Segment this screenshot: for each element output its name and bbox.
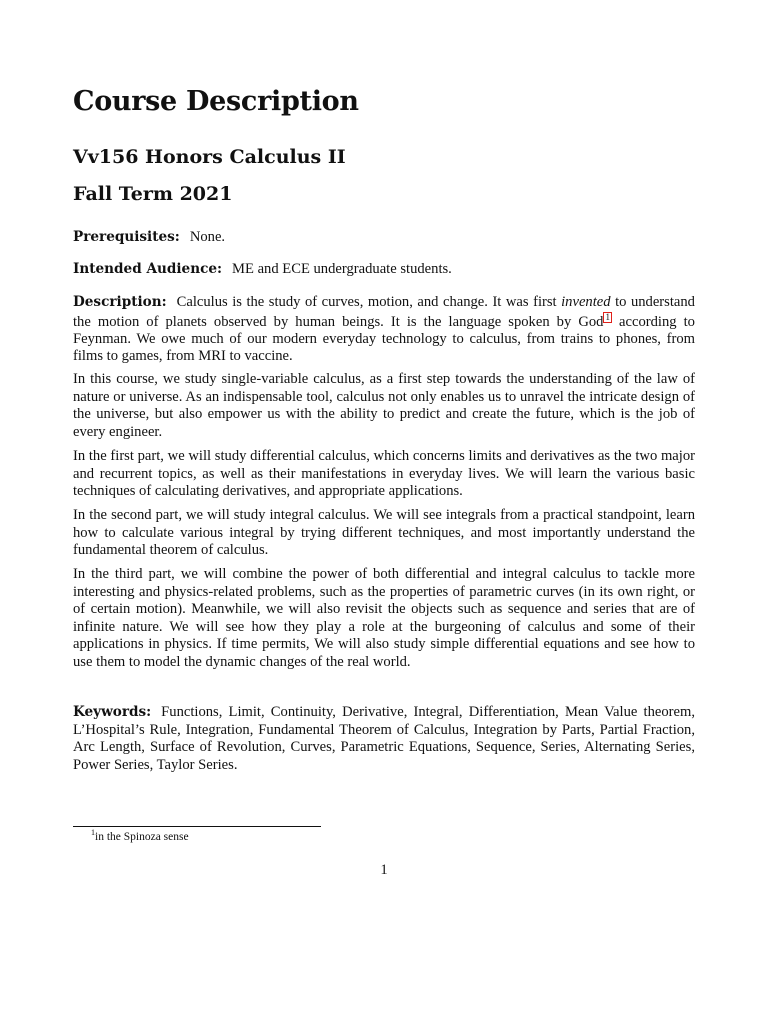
footnote-divider bbox=[73, 826, 321, 827]
first-part-paragraph: In the first part, we will study differential calculus, which concerns limits and derivatives as the two major and recurrent topics, as well as their manifestations in everyday lives. We will learn the various basic techniques of calculating derivatives, and appropriate applications. bbox=[73, 448, 695, 499]
keywords-label: Keywords: bbox=[73, 704, 152, 720]
course-title: Vv156 Honors Calculus II bbox=[73, 146, 346, 168]
audience-label: Intended Audience: bbox=[73, 261, 223, 277]
description-text-2: to understand the motion of planets observed by human beings. It is the language spoken by God bbox=[73, 294, 695, 330]
keywords-paragraph bbox=[73, 704, 695, 774]
keywords-text: Functions, Limit, Continuity, Derivative, Integral, Differentiation, Mean Value theorem, L’Hospital’s Rule, Integration, Fundamental Theorem of Calculus, Integration by Parts, Partial Fraction, Arc Length, Surface of Revolution, Curves, Parametric Equations, Sequence, Series, Alternating Series, Power Series, Taylor Series. bbox=[73, 704, 695, 773]
footnote bbox=[91, 828, 189, 843]
footnote-reference-link[interactable]: 1 bbox=[605, 311, 610, 322]
prerequisites-label: Prerequisites: bbox=[73, 229, 180, 245]
term-title: Fall Term 2021 bbox=[73, 183, 233, 205]
second-part-paragraph: In the second part, we will study integral calculus. We will see integrals from a practical standpoint, learn how to calculate various integral by trying different techniques, and most importantly understand the fundamental theorem of calculus. bbox=[73, 507, 695, 558]
footnote-mark: 1 bbox=[91, 828, 95, 837]
description-label: Description: bbox=[73, 294, 167, 310]
description-text-1: Calculus is the study of curves, motion, and change. It was first bbox=[176, 294, 557, 310]
description-paragraph bbox=[73, 294, 695, 366]
course-overview-paragraph: In this course, we study single-variable calculus, as a first step towards the understanding of the law of nature or universe. As an indispensable tool, calculus not only enables us to unravel the intricate design of the universe, but also empower us with the ability to predict and create the future, which is the job of every engineer. bbox=[73, 371, 695, 440]
description-text-3: according to Feynman. We owe much of our modern everyday technology to calculus, from trains to phones, from films to games, from MRI to vaccine. bbox=[73, 313, 695, 365]
audience-value: ME and ECE undergraduate students. bbox=[232, 261, 452, 277]
document-title: Course Description bbox=[73, 86, 359, 117]
prerequisites-value: None. bbox=[189, 229, 226, 245]
prerequisites-field bbox=[73, 229, 695, 247]
third-part-paragraph: In the third part, we will combine the power of both differential and integral calculus to tackle more interesting and physics-related problems, such as the properties of parametric curves (in its own right, or of certain motion). Meanwhile, we will also revisit the objects such as sequence and series that are of infinite nature. We will see how they play a role at the burgeoning of calculus and some of their applications in physics. If time permits, We will also study simple differential equations and see how to use them to model the dynamic changes of the real world. bbox=[73, 566, 695, 670]
audience-field bbox=[73, 261, 695, 279]
document-page bbox=[73, 0, 695, 1024]
footnote-text: in the Spinoza sense bbox=[95, 830, 189, 843]
description-emphasis: invented bbox=[561, 294, 611, 310]
page-number: 1 bbox=[380, 862, 388, 878]
